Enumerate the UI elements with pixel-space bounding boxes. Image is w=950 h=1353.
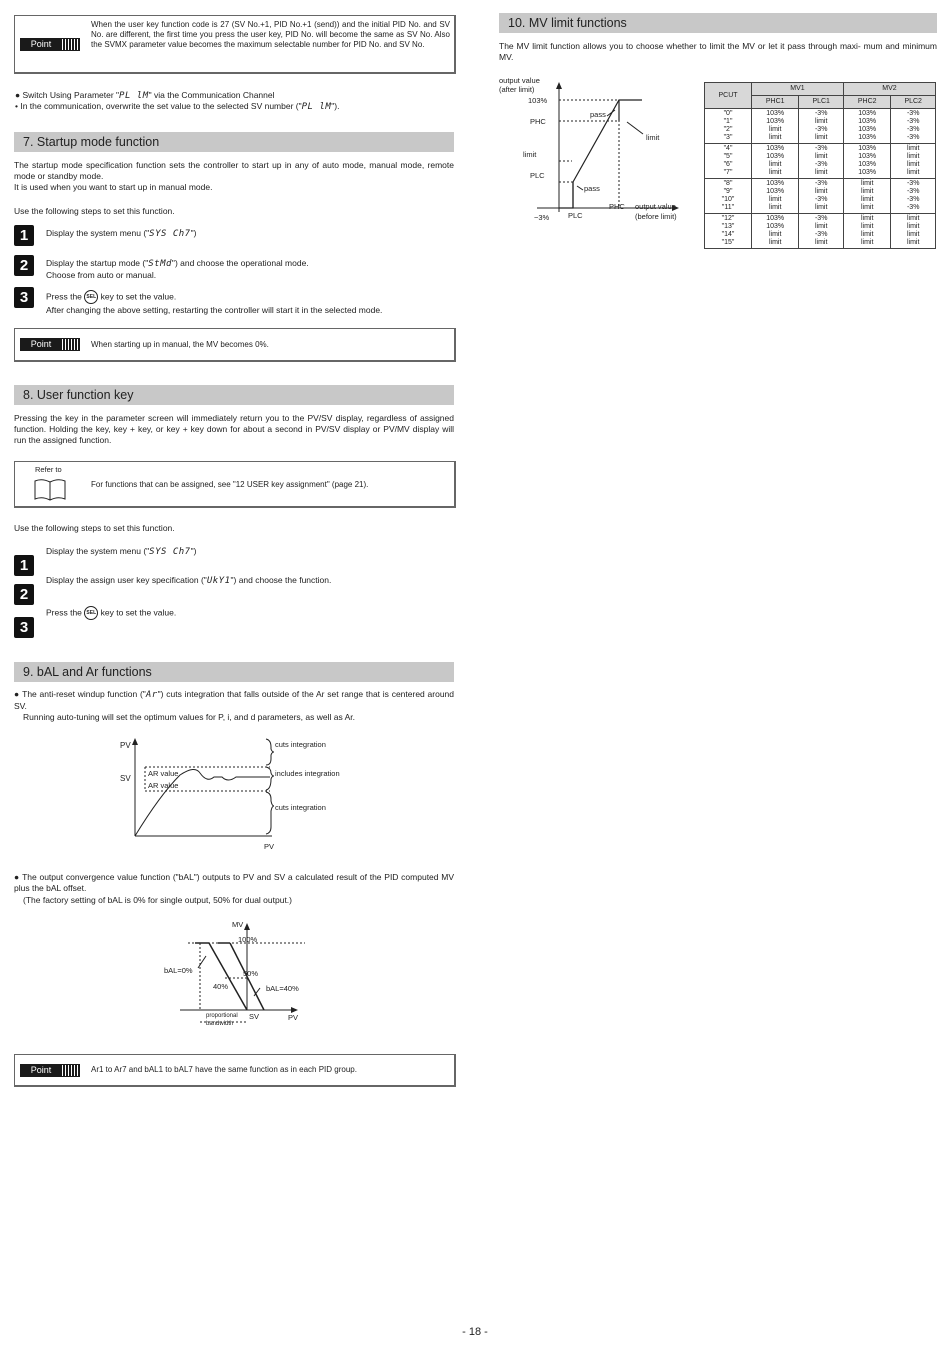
table-cell-line: -3% xyxy=(906,110,920,117)
startup-step-2-text: Display the startup mode ("StMd") and choose the operational mode. Choose from auto or manual. xyxy=(46,258,309,280)
table-cell-line: 103% xyxy=(858,145,877,152)
table-cell-line: -3% xyxy=(814,161,828,168)
table-cell-line: limit xyxy=(860,239,874,246)
comm-bullet-2: • In the communication, overwrite the set value to the selected SV number ("PL lM"). xyxy=(15,101,340,112)
section-userkey-title: 8. User function key xyxy=(14,385,454,405)
table-cell-phc1 xyxy=(752,179,799,214)
table-cell-line: 103% xyxy=(766,118,785,125)
table-cell-line: limit xyxy=(768,204,782,211)
startup-step-3-text: Press the SEL key to set the value. After changing the above setting, restarting the controller will start it in the selected mode. xyxy=(46,291,383,315)
bal-chart-100: 100% xyxy=(238,935,258,944)
userkey-step-2-text: Display the assign user key specification ("UkY1") and choose the function. xyxy=(46,575,332,586)
bal-bullet1-line2: Running auto-tuning will set the optimum values for P, i, and d parameters, as well as Ar. xyxy=(23,712,355,722)
pcut-table xyxy=(704,82,936,249)
table-cell-line: -3% xyxy=(814,215,828,222)
table-cell-line: "5" xyxy=(723,153,733,160)
table-cell-line: limit xyxy=(860,180,874,187)
table-cell-line: -3% xyxy=(906,188,920,195)
bal-chart-mv: MV xyxy=(232,920,244,929)
section-startup-title: 7. Startup mode function xyxy=(14,132,454,152)
table-cell-line: 103% xyxy=(858,161,877,168)
mv-chart-phc: PHC xyxy=(530,117,546,126)
table-cell-line: limit xyxy=(906,161,920,168)
ar-chart-sv: SV xyxy=(120,774,131,783)
ar-cuts-integration-bottom: cuts integration xyxy=(275,803,326,812)
table-cell-line: limit xyxy=(860,188,874,195)
startup-point-box xyxy=(14,328,456,362)
table-cell-line: -3% xyxy=(814,110,828,117)
startup-para2: It is used when you want to start up in manual mode. xyxy=(14,182,213,192)
table-cell-phc1 xyxy=(752,214,799,249)
table-cell-line: 103% xyxy=(766,153,785,160)
table-cell-line: limit xyxy=(860,231,874,238)
mv-chart-limit-right: limit xyxy=(646,133,660,142)
mv1-header: MV1 xyxy=(752,83,844,96)
table-cell-line: limit xyxy=(860,196,874,203)
table-cell-line: "4" xyxy=(723,145,733,152)
mvlimit-para: The MV limit function allows you to choose whether to limit the MV or let it pass through maxi- mum and minimum MV. xyxy=(499,41,937,62)
table-cell-line: -3% xyxy=(906,126,920,133)
table-cell-line: "15" xyxy=(721,239,735,246)
page-number: - 18 - xyxy=(462,1326,488,1338)
table-cell-line: limit xyxy=(814,188,828,195)
userkey-steps-intro: Use the following steps to set this function. xyxy=(14,523,175,533)
table-cell-phc2 xyxy=(843,109,890,144)
phc1-header: PHC1 xyxy=(752,96,799,109)
mv-chart-ylab2: (after limit) xyxy=(499,85,535,94)
table-cell-line: limit xyxy=(906,231,920,238)
mv-chart-plc: PLC xyxy=(530,171,545,180)
table-cell-line: 103% xyxy=(766,145,785,152)
section-bal-title: 9. bAL and Ar functions xyxy=(14,662,454,682)
table-cell-line: -3% xyxy=(906,118,920,125)
comm-bullet-1: ● Switch Using Parameter "PL lM" via the Communication Channel xyxy=(15,90,275,101)
table-cell-line: limit xyxy=(768,126,782,133)
startup-para1: The startup mode specification function sets the controller to start up in any of auto mode, manual mode, remote mode or standby mode. xyxy=(14,160,454,181)
userkey-step-3-text: Press the SEL key to set the value. xyxy=(46,606,176,620)
table-cell-line: limit xyxy=(860,215,874,222)
table-cell-line: 103% xyxy=(766,188,785,195)
startup-step-1-text: Display the system menu ("SYS Ch7") xyxy=(46,228,197,239)
ar-includes-integration: includes integration xyxy=(275,769,340,778)
table-cell-line: limit xyxy=(768,134,782,141)
mv-chart-pass-bottom: pass xyxy=(584,184,600,193)
table-cell-line: limit xyxy=(814,169,828,176)
mv2-header: MV2 xyxy=(843,83,935,96)
phc2-header: PHC2 xyxy=(843,96,890,109)
table-cell-line: -3% xyxy=(814,231,828,238)
table-cell-line: 103% xyxy=(858,110,877,117)
table-cell-plc1 xyxy=(799,214,844,249)
table-cell-line: "7" xyxy=(723,169,733,176)
table-cell-plc1 xyxy=(799,109,844,144)
mv-chart-pass-top: pass xyxy=(590,110,606,119)
mv-chart-103: 103% xyxy=(528,96,548,105)
startup-point-text: When starting up in manual, the MV becomes 0%. xyxy=(91,340,269,349)
table-cell-line: 103% xyxy=(766,110,785,117)
plc1-header: PLC1 xyxy=(799,96,844,109)
table-cell-line: 103% xyxy=(858,126,877,133)
table-cell-line: "10" xyxy=(721,196,735,203)
table-cell-line: -3% xyxy=(906,204,920,211)
top-point-text: When the user key function code is 27 (SV No.+1, PID No.+1 (send)) and the initial PID No. and SV No. are different, the first time you press the user key, PID No. will become the same as SV No. Also the SVMX parameter value becomes the maximum selectable number for PID No. and SV No. xyxy=(91,20,450,49)
userkey-step-2-num: 2 xyxy=(14,584,34,605)
table-cell-phc2 xyxy=(843,144,890,179)
table-row xyxy=(705,179,936,214)
bal-chart-pv: PV xyxy=(288,1013,299,1022)
table-cell-line: limit xyxy=(814,204,828,211)
table-cell-line: limit xyxy=(814,118,828,125)
sel-key-icon: SEL xyxy=(84,606,98,620)
table-cell-line: "8" xyxy=(723,180,733,187)
bal-bullet2: ● The output convergence value function ("bAL") outputs to PV and SV a calculated result of the PID computed MV plus the bAL offset. xyxy=(14,872,454,893)
bal-diagram xyxy=(160,916,320,1032)
userkey-para: Pressing the key in the parameter screen will immediately return you to the PV/SV display, regardless of assigned function. Holding the key, key + key, or key + key down for about a second in PV/SV display or PV/MV display will run the assigned function. xyxy=(14,413,454,445)
table-cell-pcut xyxy=(705,214,752,249)
table-cell-phc2 xyxy=(843,214,890,249)
table-cell-plc2 xyxy=(891,179,936,214)
table-cell-line: limit xyxy=(814,134,828,141)
refer-text: For functions that can be assigned, see "12 USER key assignment" (page 21). xyxy=(91,480,369,489)
table-row xyxy=(705,214,936,249)
table-cell-line: limit xyxy=(860,223,874,230)
table-cell-line: "13" xyxy=(721,223,735,230)
section-mvlimit-title: 10. MV limit functions xyxy=(499,13,937,33)
table-cell-line: "11" xyxy=(721,204,735,211)
userkey-step-1-num: 1 xyxy=(14,555,34,576)
table-cell-line: "12" xyxy=(721,215,735,222)
table-cell-plc2 xyxy=(891,144,936,179)
refer-label: Refer to xyxy=(35,465,62,474)
startup-step-3-num: 3 xyxy=(14,287,34,308)
table-cell-phc2 xyxy=(843,179,890,214)
refer-box xyxy=(14,461,456,508)
mv-chart-ylab1: output value xyxy=(499,76,540,85)
table-cell-line: limit xyxy=(906,145,920,152)
sel-key-icon: SEL xyxy=(84,290,98,304)
table-cell-line: -3% xyxy=(906,196,920,203)
table-cell-line: -3% xyxy=(906,134,920,141)
startup-step-1-num: 1 xyxy=(14,225,34,246)
table-cell-pcut xyxy=(705,144,752,179)
startup-step-2-num: 2 xyxy=(14,255,34,276)
table-cell-line: limit xyxy=(814,153,828,160)
table-cell-line: limit xyxy=(768,239,782,246)
point-badge: Point xyxy=(20,1064,80,1077)
table-cell-line: limit xyxy=(768,196,782,203)
pcut-table-body xyxy=(705,109,936,249)
ar-chart-x-pv: PV xyxy=(264,842,275,851)
table-cell-line: 103% xyxy=(766,215,785,222)
table-cell-phc1 xyxy=(752,109,799,144)
table-cell-line: limit xyxy=(768,169,782,176)
bal-chart-sv: SV xyxy=(249,1012,260,1021)
mv-limit-diagram xyxy=(497,74,697,224)
bal-chart-50: 50% xyxy=(243,969,259,978)
table-cell-line: 103% xyxy=(766,223,785,230)
top-point-box xyxy=(14,15,456,74)
mv-chart-phc-x: PHC xyxy=(609,202,625,211)
table-cell-pcut xyxy=(705,179,752,214)
mv-chart-limit: limit xyxy=(523,150,537,159)
table-cell-line: 103% xyxy=(858,118,877,125)
table-cell-line: limit xyxy=(768,231,782,238)
ar-cuts-integration-top: cuts integration xyxy=(275,740,326,749)
table-cell-line: 103% xyxy=(858,169,877,176)
bal-chart-bal40: bAL=40% xyxy=(266,984,299,993)
table-cell-line: limit xyxy=(814,223,828,230)
mv-chart-minus3: −3% xyxy=(534,213,550,222)
bal-point-text: Ar1 to Ar7 and bAL1 to bAL7 have the same function as in each PID group. xyxy=(91,1065,357,1074)
table-cell-line: limit xyxy=(906,153,920,160)
book-icon xyxy=(33,478,67,502)
table-cell-line: "2" xyxy=(723,126,733,133)
table-cell-line: -3% xyxy=(906,180,920,187)
bal-chart-prop2: bandwidth xyxy=(206,1021,234,1027)
table-cell-line: limit xyxy=(860,204,874,211)
table-cell-line: limit xyxy=(768,161,782,168)
table-cell-line: 103% xyxy=(766,180,785,187)
ar-value-upper: AR value xyxy=(148,769,179,778)
table-row xyxy=(705,144,936,179)
table-cell-line: -3% xyxy=(814,196,828,203)
bal-chart-prop1: proportional xyxy=(206,1013,238,1019)
bal-chart-bal0: bAL=0% xyxy=(164,966,193,975)
table-cell-line: -3% xyxy=(814,145,828,152)
bal-bullet2-line2: (The factory setting of bAL is 0% for single output, 50% for dual output.) xyxy=(23,895,292,905)
table-cell-pcut xyxy=(705,109,752,144)
table-cell-line: -3% xyxy=(814,126,828,133)
table-cell-line: "9" xyxy=(723,188,733,195)
table-cell-line: limit xyxy=(906,169,920,176)
userkey-step-3-num: 3 xyxy=(14,617,34,638)
table-cell-line: 103% xyxy=(858,134,877,141)
plc2-header: PLC2 xyxy=(891,96,936,109)
table-cell-line: -3% xyxy=(814,180,828,187)
userkey-step-1-text: Display the system menu ("SYS Ch7") xyxy=(46,546,197,557)
table-cell-line: "6" xyxy=(723,161,733,168)
startup-steps-intro: Use the following steps to set this function. xyxy=(14,206,175,216)
table-cell-phc1 xyxy=(752,144,799,179)
table-cell-line: "3" xyxy=(723,134,733,141)
mv-chart-xlab1: output value xyxy=(635,202,676,211)
point-badge: Point xyxy=(20,38,80,51)
table-cell-plc1 xyxy=(799,144,844,179)
table-cell-line: "0" xyxy=(723,110,733,117)
table-cell-line: "1" xyxy=(723,118,733,125)
pcut-header: PCUT xyxy=(705,83,752,109)
table-cell-line: limit xyxy=(906,239,920,246)
table-cell-line: limit xyxy=(814,239,828,246)
table-cell-line: "14" xyxy=(721,231,735,238)
table-cell-line: limit xyxy=(906,223,920,230)
mv-chart-xlab2: (before limit) xyxy=(635,212,677,221)
table-cell-plc2 xyxy=(891,214,936,249)
table-cell-line: 103% xyxy=(858,153,877,160)
table-cell-line: limit xyxy=(906,215,920,222)
mv-chart-plc-x: PLC xyxy=(568,211,583,220)
ar-value-lower: AR value xyxy=(148,781,179,790)
bal-point-box xyxy=(14,1054,456,1087)
table-cell-plc1 xyxy=(799,179,844,214)
ar-chart-pv: PV xyxy=(120,741,131,750)
bal-bullet1: ● The anti-reset windup function ("Ar") cuts integration that falls outside of the Ar set range that is centered around SV. xyxy=(14,689,454,711)
ar-diagram xyxy=(110,735,370,855)
point-badge: Point xyxy=(20,338,80,351)
bal-chart-40: 40% xyxy=(213,982,229,991)
table-cell-plc2 xyxy=(891,109,936,144)
table-row xyxy=(705,109,936,144)
